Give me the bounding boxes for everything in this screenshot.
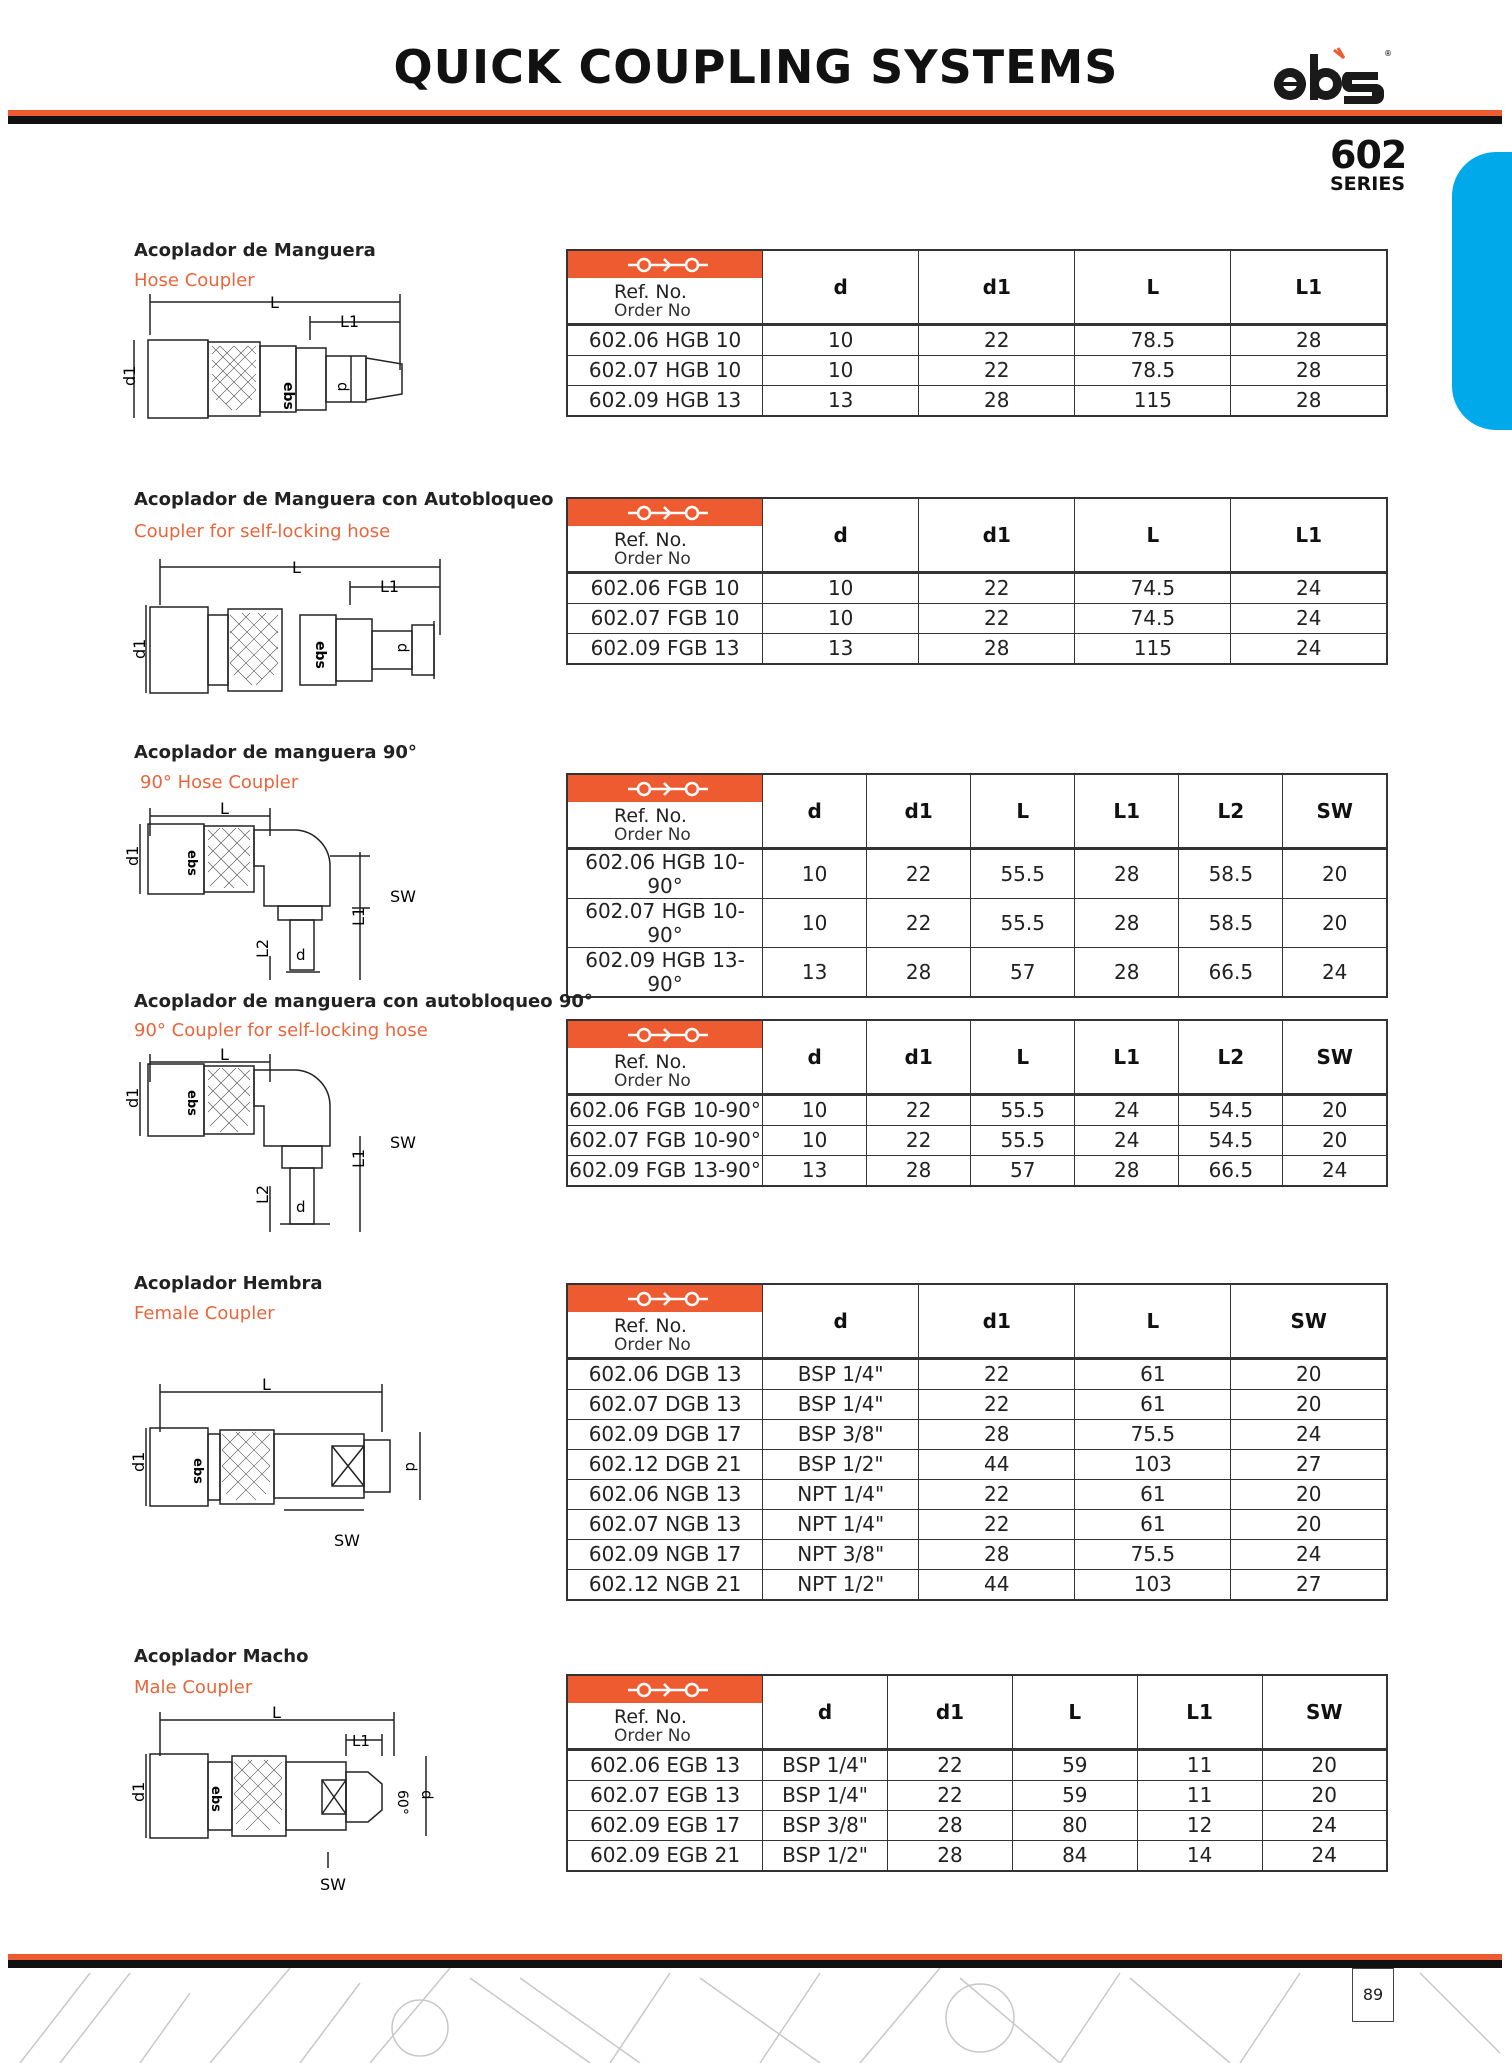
table-row [567,385,1387,416]
col-header: d [763,1020,867,1094]
table-cell: 10 [763,1094,867,1125]
table-cell: 602.09 DGB 17 [567,1419,763,1449]
table-cell: 602.06 NGB 13 [567,1479,763,1509]
col-header: d1 [867,1020,971,1094]
table-cell: 22 [919,355,1075,385]
spec-table [566,249,1388,417]
dim-L1: L1 [380,577,400,596]
col-header: d1 [919,1284,1075,1358]
table-row [567,1780,1387,1810]
table-cell: BSP 1/4" [763,1749,888,1780]
table-row [567,633,1387,664]
col-header: L1 [1137,1675,1262,1749]
table-cell: 10 [763,324,919,355]
table-cell: 74.5 [1075,603,1231,633]
page-title: QUICK COUPLING SYSTEMS [393,40,1119,94]
table-cell: 22 [867,1094,971,1125]
table-cell: 14 [1137,1840,1262,1871]
section-title-es: Acoplador de manguera 90° [134,742,417,763]
table-cell: 10 [763,848,867,898]
table-cell: 78.5 [1075,355,1231,385]
coupling-icon [568,775,762,802]
col-header: d [763,1675,888,1749]
drawing-brand: ebs [312,641,328,669]
table-cell: 20 [1231,1509,1387,1539]
coupling-icon [568,1676,762,1703]
table-cell: 103 [1075,1569,1231,1600]
col-header: d1 [919,250,1075,324]
drawing-brand: ebs [190,1458,205,1484]
table-row [567,1569,1387,1600]
table-cell: NPT 3/8" [763,1539,919,1569]
col-header: SW [1283,774,1387,848]
table-cell: 10 [763,355,919,385]
table-cell: 103 [1075,1449,1231,1479]
table-row [567,1419,1387,1449]
table-cell: 20 [1262,1749,1387,1780]
table-cell: 602.06 FGB 10-90° [567,1094,763,1125]
table-cell: 24 [1283,947,1387,997]
table-row [567,848,1387,898]
col-header: d1 [867,774,971,848]
table-cell: 13 [763,385,919,416]
table-cell: 24 [1231,633,1387,664]
section-title-es: Acoplador Hembra [134,1273,323,1294]
dim-sw: SW [390,887,416,906]
table-row [567,1358,1387,1389]
table-row [567,572,1387,603]
table-cell: 602.12 NGB 21 [567,1569,763,1600]
dim-L: L [292,558,301,577]
section-title-es: Acoplador de manguera con autobloqueo 90° [134,991,593,1012]
col-header-ref [567,1020,763,1094]
table-cell: BSP 1/4" [763,1358,919,1389]
table-cell: 61 [1075,1479,1231,1509]
table-row [567,1155,1387,1186]
table-cell: 24 [1075,1094,1179,1125]
table-cell: BSP 3/8" [763,1810,888,1840]
table-cell: 10 [763,898,867,947]
spec-table [566,497,1388,665]
table-row [567,1810,1387,1840]
table-cell: 602.07 NGB 13 [567,1509,763,1539]
col-header: d [763,774,867,848]
table-cell: 10 [763,603,919,633]
table-cell: NPT 1/4" [763,1479,919,1509]
order-no-label: Order No [614,1071,691,1091]
col-header-ref [567,1675,763,1749]
table-cell: 602.07 EGB 13 [567,1780,763,1810]
order-no-label: Order No [614,301,691,321]
svg-text:®: ® [1384,49,1392,58]
footer-dark-band [8,1960,1502,1968]
table-cell: 74.5 [1075,572,1231,603]
table-cell: 22 [919,1358,1075,1389]
table-cell: 602.06 HGB 10 [567,324,763,355]
ref-label: Ref. No. [614,529,687,551]
dim-d1: d1 [120,365,139,386]
ref-label: Ref. No. [614,1315,687,1337]
table-cell: 13 [763,1155,867,1186]
table-row [567,1094,1387,1125]
table-cell: 54.5 [1179,1094,1283,1125]
dim-L: L [270,293,279,312]
table-cell: 602.07 FGB 10-90° [567,1125,763,1155]
table-cell: 28 [867,947,971,997]
drawing-brand: ebs [208,1786,223,1812]
table-cell: 28 [919,1419,1075,1449]
drawing-brand: ebs [280,382,296,410]
table-cell: 28 [888,1810,1013,1840]
table-cell: 28 [919,633,1075,664]
col-header-ref [567,498,763,572]
ref-label: Ref. No. [614,1051,687,1073]
col-header-ref [567,1284,763,1358]
table-row [567,1509,1387,1539]
table-cell: 28 [919,385,1075,416]
table-cell: 11 [1137,1780,1262,1810]
table-cell: 66.5 [1179,1155,1283,1186]
table-cell: 22 [867,848,971,898]
dim-d1: d1 [129,1781,148,1802]
dim-d: d [334,382,352,392]
hose-coupler-drawing [120,290,410,430]
dim-L: L [262,1376,271,1394]
table-cell: 55.5 [971,1125,1075,1155]
table-cell: 54.5 [1179,1125,1283,1155]
col-header: L1 [1075,1020,1179,1094]
table-cell: 22 [919,572,1075,603]
table-cell: 28 [1075,947,1179,997]
dim-L: L [220,799,229,818]
dim-d: d [296,946,306,964]
table-cell: 602.12 DGB 21 [567,1449,763,1479]
spec-table [566,1674,1388,1872]
table-cell: 602.09 FGB 13-90° [567,1155,763,1186]
table-row [567,1840,1387,1871]
table-cell: 22 [919,1479,1075,1509]
table-cell: 61 [1075,1509,1231,1539]
table-cell: 57 [971,947,1075,997]
table-cell: 24 [1262,1810,1387,1840]
table-cell: 12 [1137,1810,1262,1840]
table-cell: 28 [888,1840,1013,1871]
table-cell: 28 [1075,898,1179,947]
col-header: L1 [1231,250,1387,324]
ref-label: Ref. No. [614,281,687,303]
dim-d: d [402,1462,420,1472]
section-title-en: 90° Hose Coupler [140,772,299,793]
section-title-en: Hose Coupler [134,270,255,291]
section-title-en: Male Coupler [134,1677,253,1698]
table-cell: 24 [1231,603,1387,633]
table-cell: 28 [1231,324,1387,355]
hose-coupler-90-drawing [120,796,440,986]
col-header: L [1075,1284,1231,1358]
table-cell: 20 [1231,1358,1387,1389]
table-cell: 10 [763,1125,867,1155]
table-cell: 24 [1231,1539,1387,1569]
table-cell: 28 [1231,385,1387,416]
header-dark-band [8,116,1502,124]
dim-d: d [418,1790,436,1800]
dim-d1: d1 [129,1451,148,1472]
col-header: L [1012,1675,1137,1749]
order-no-label: Order No [614,549,691,569]
table-cell: 44 [919,1569,1075,1600]
order-no-label: Order No [614,825,691,845]
col-header: d [763,498,919,572]
table-cell: 24 [1075,1125,1179,1155]
table-cell: 602.09 EGB 21 [567,1840,763,1871]
table-cell: BSP 3/8" [763,1419,919,1449]
table-cell: 84 [1012,1840,1137,1871]
col-header: SW [1231,1284,1387,1358]
table-row [567,603,1387,633]
col-header-ref [567,250,763,324]
table-cell: 28 [1075,1155,1179,1186]
table-cell: 13 [763,947,867,997]
section-title-es: Acoplador Macho [134,1646,309,1667]
coupling-icon [568,1021,762,1048]
table-cell: 602.09 EGB 17 [567,1810,763,1840]
self-locking-coupler-90-drawing [120,1046,440,1236]
table-cell: 602.09 FGB 13 [567,633,763,664]
table-cell: 44 [919,1449,1075,1479]
table-cell: 22 [888,1749,1013,1780]
dim-L2: L2 [253,1184,272,1204]
dim-sw: SW [390,1133,416,1152]
coupling-icon [568,251,762,278]
table-cell: 602.06 DGB 13 [567,1358,763,1389]
order-no-label: Order No [614,1335,691,1355]
dim-sw: SW [334,1531,360,1550]
col-header: L2 [1179,774,1283,848]
spec-table [566,773,1388,998]
female-coupler-drawing [120,1376,440,1556]
table-cell: 602.06 EGB 13 [567,1749,763,1780]
drawing-brand: ebs [184,850,199,876]
dim-L: L [220,1046,229,1064]
table-cell: 602.06 FGB 10 [567,572,763,603]
table-row [567,1449,1387,1479]
table-cell: 61 [1075,1389,1231,1419]
table-cell: 55.5 [971,1094,1075,1125]
table-cell: 602.09 HGB 13 [567,385,763,416]
dim-d: d [296,1198,306,1216]
table-cell: 22 [919,1389,1075,1419]
ref-label: Ref. No. [614,805,687,827]
table-cell: 58.5 [1179,898,1283,947]
table-cell: 20 [1283,1125,1387,1155]
table-cell: 27 [1231,1449,1387,1479]
col-header: d [763,1284,919,1358]
table-cell: 55.5 [971,898,1075,947]
table-cell: 22 [888,1780,1013,1810]
spec-table [566,1019,1388,1187]
col-header: d1 [888,1675,1013,1749]
side-tab [1452,152,1512,430]
table-cell: NPT 1/4" [763,1509,919,1539]
dim-d: d [394,643,412,653]
spec-table [566,1283,1388,1601]
col-header: L2 [1179,1020,1283,1094]
table-cell: 59 [1012,1780,1137,1810]
col-header: SW [1283,1020,1387,1094]
col-header: L1 [1075,774,1179,848]
dim-d1: d1 [123,1087,142,1108]
col-header: L1 [1231,498,1387,572]
table-cell: BSP 1/4" [763,1780,888,1810]
col-header: d1 [919,498,1075,572]
table-cell: 28 [1075,848,1179,898]
table-cell: 602.06 HGB 10-90° [567,848,763,898]
table-cell: BSP 1/4" [763,1389,919,1419]
table-row [567,1125,1387,1155]
table-cell: 602.07 FGB 10 [567,603,763,633]
section-title-en: 90° Coupler for self-locking hose [134,1020,428,1041]
dim-L1: L1 [352,1732,370,1750]
table-row [567,355,1387,385]
dim-L: L [272,1706,281,1722]
footer-background-pattern [0,1968,1512,2063]
table-cell: 602.07 HGB 10-90° [567,898,763,947]
dim-sw: SW [320,1875,346,1894]
table-cell: 55.5 [971,848,1075,898]
ebs-logo [1268,42,1393,112]
self-locking-coupler-drawing [120,555,450,700]
table-cell: 58.5 [1179,848,1283,898]
table-row [567,324,1387,355]
col-header-ref [567,774,763,848]
table-cell: 20 [1231,1479,1387,1509]
table-cell: BSP 1/2" [763,1449,919,1479]
dim-d1: d1 [123,845,142,866]
section-title-es: Acoplador de Manguera con Autobloqueo [134,489,554,510]
dim-L1: L1 [340,312,360,331]
table-cell: 22 [867,898,971,947]
table-row [567,1389,1387,1419]
table-cell: 22 [867,1125,971,1155]
table-cell: 115 [1075,633,1231,664]
page-number: 89 [1352,1968,1394,2022]
table-cell: 24 [1283,1155,1387,1186]
order-no-label: Order No [614,1726,691,1746]
ref-label: Ref. No. [614,1706,687,1728]
table-cell: 22 [919,324,1075,355]
table-cell: 22 [919,603,1075,633]
table-cell: 75.5 [1075,1539,1231,1569]
table-cell: 78.5 [1075,324,1231,355]
table-cell: 20 [1283,898,1387,947]
dim-L2: L2 [253,938,272,958]
male-coupler-drawing [120,1706,450,1896]
drawing-brand: ebs [184,1090,199,1116]
table-cell: 602.07 HGB 10 [567,355,763,385]
table-cell: 61 [1075,1358,1231,1389]
table-row [567,1479,1387,1509]
table-cell: 27 [1231,1569,1387,1600]
dim-d1: d1 [130,638,149,659]
table-cell: 602.07 DGB 13 [567,1389,763,1419]
table-cell: 24 [1262,1840,1387,1871]
table-cell: 602.09 NGB 17 [567,1539,763,1569]
table-cell: NPT 1/2" [763,1569,919,1600]
col-header: L [971,774,1075,848]
table-cell: 11 [1137,1749,1262,1780]
table-cell: 80 [1012,1810,1137,1840]
dim-L1: L1 [349,906,368,926]
table-cell: 59 [1012,1749,1137,1780]
section-title-es: Acoplador de Manguera [134,240,376,261]
coupling-icon [568,1285,762,1312]
series-label: SERIES [1330,173,1406,195]
table-row [567,898,1387,947]
col-header: d [763,250,919,324]
table-cell: 28 [1231,355,1387,385]
table-row [567,1539,1387,1569]
dim-angle: 60° [394,1790,410,1815]
table-cell: 28 [919,1539,1075,1569]
coupling-icon [568,499,762,526]
table-cell: 20 [1283,848,1387,898]
section-title-en: Female Coupler [134,1303,275,1324]
table-cell: 24 [1231,1419,1387,1449]
section-title-en: Coupler for self-locking hose [134,521,391,542]
table-cell: 24 [1231,572,1387,603]
table-row [567,1749,1387,1780]
table-cell: 20 [1231,1389,1387,1419]
col-header: L [971,1020,1075,1094]
table-cell: 10 [763,572,919,603]
table-cell: 57 [971,1155,1075,1186]
col-header: L [1075,250,1231,324]
table-cell: 66.5 [1179,947,1283,997]
table-cell: BSP 1/2" [763,1840,888,1871]
table-row [567,947,1387,997]
table-cell: 28 [867,1155,971,1186]
col-header: SW [1262,1675,1387,1749]
table-cell: 20 [1262,1780,1387,1810]
series-number: 602 [1330,133,1407,177]
table-cell: 602.09 HGB 13-90° [567,947,763,997]
table-cell: 75.5 [1075,1419,1231,1449]
dim-L1: L1 [349,1148,368,1168]
table-cell: 13 [763,633,919,664]
series-badge [1330,133,1407,195]
col-header: L [1075,498,1231,572]
table-cell: 22 [919,1509,1075,1539]
table-cell: 20 [1283,1094,1387,1125]
table-cell: 115 [1075,385,1231,416]
